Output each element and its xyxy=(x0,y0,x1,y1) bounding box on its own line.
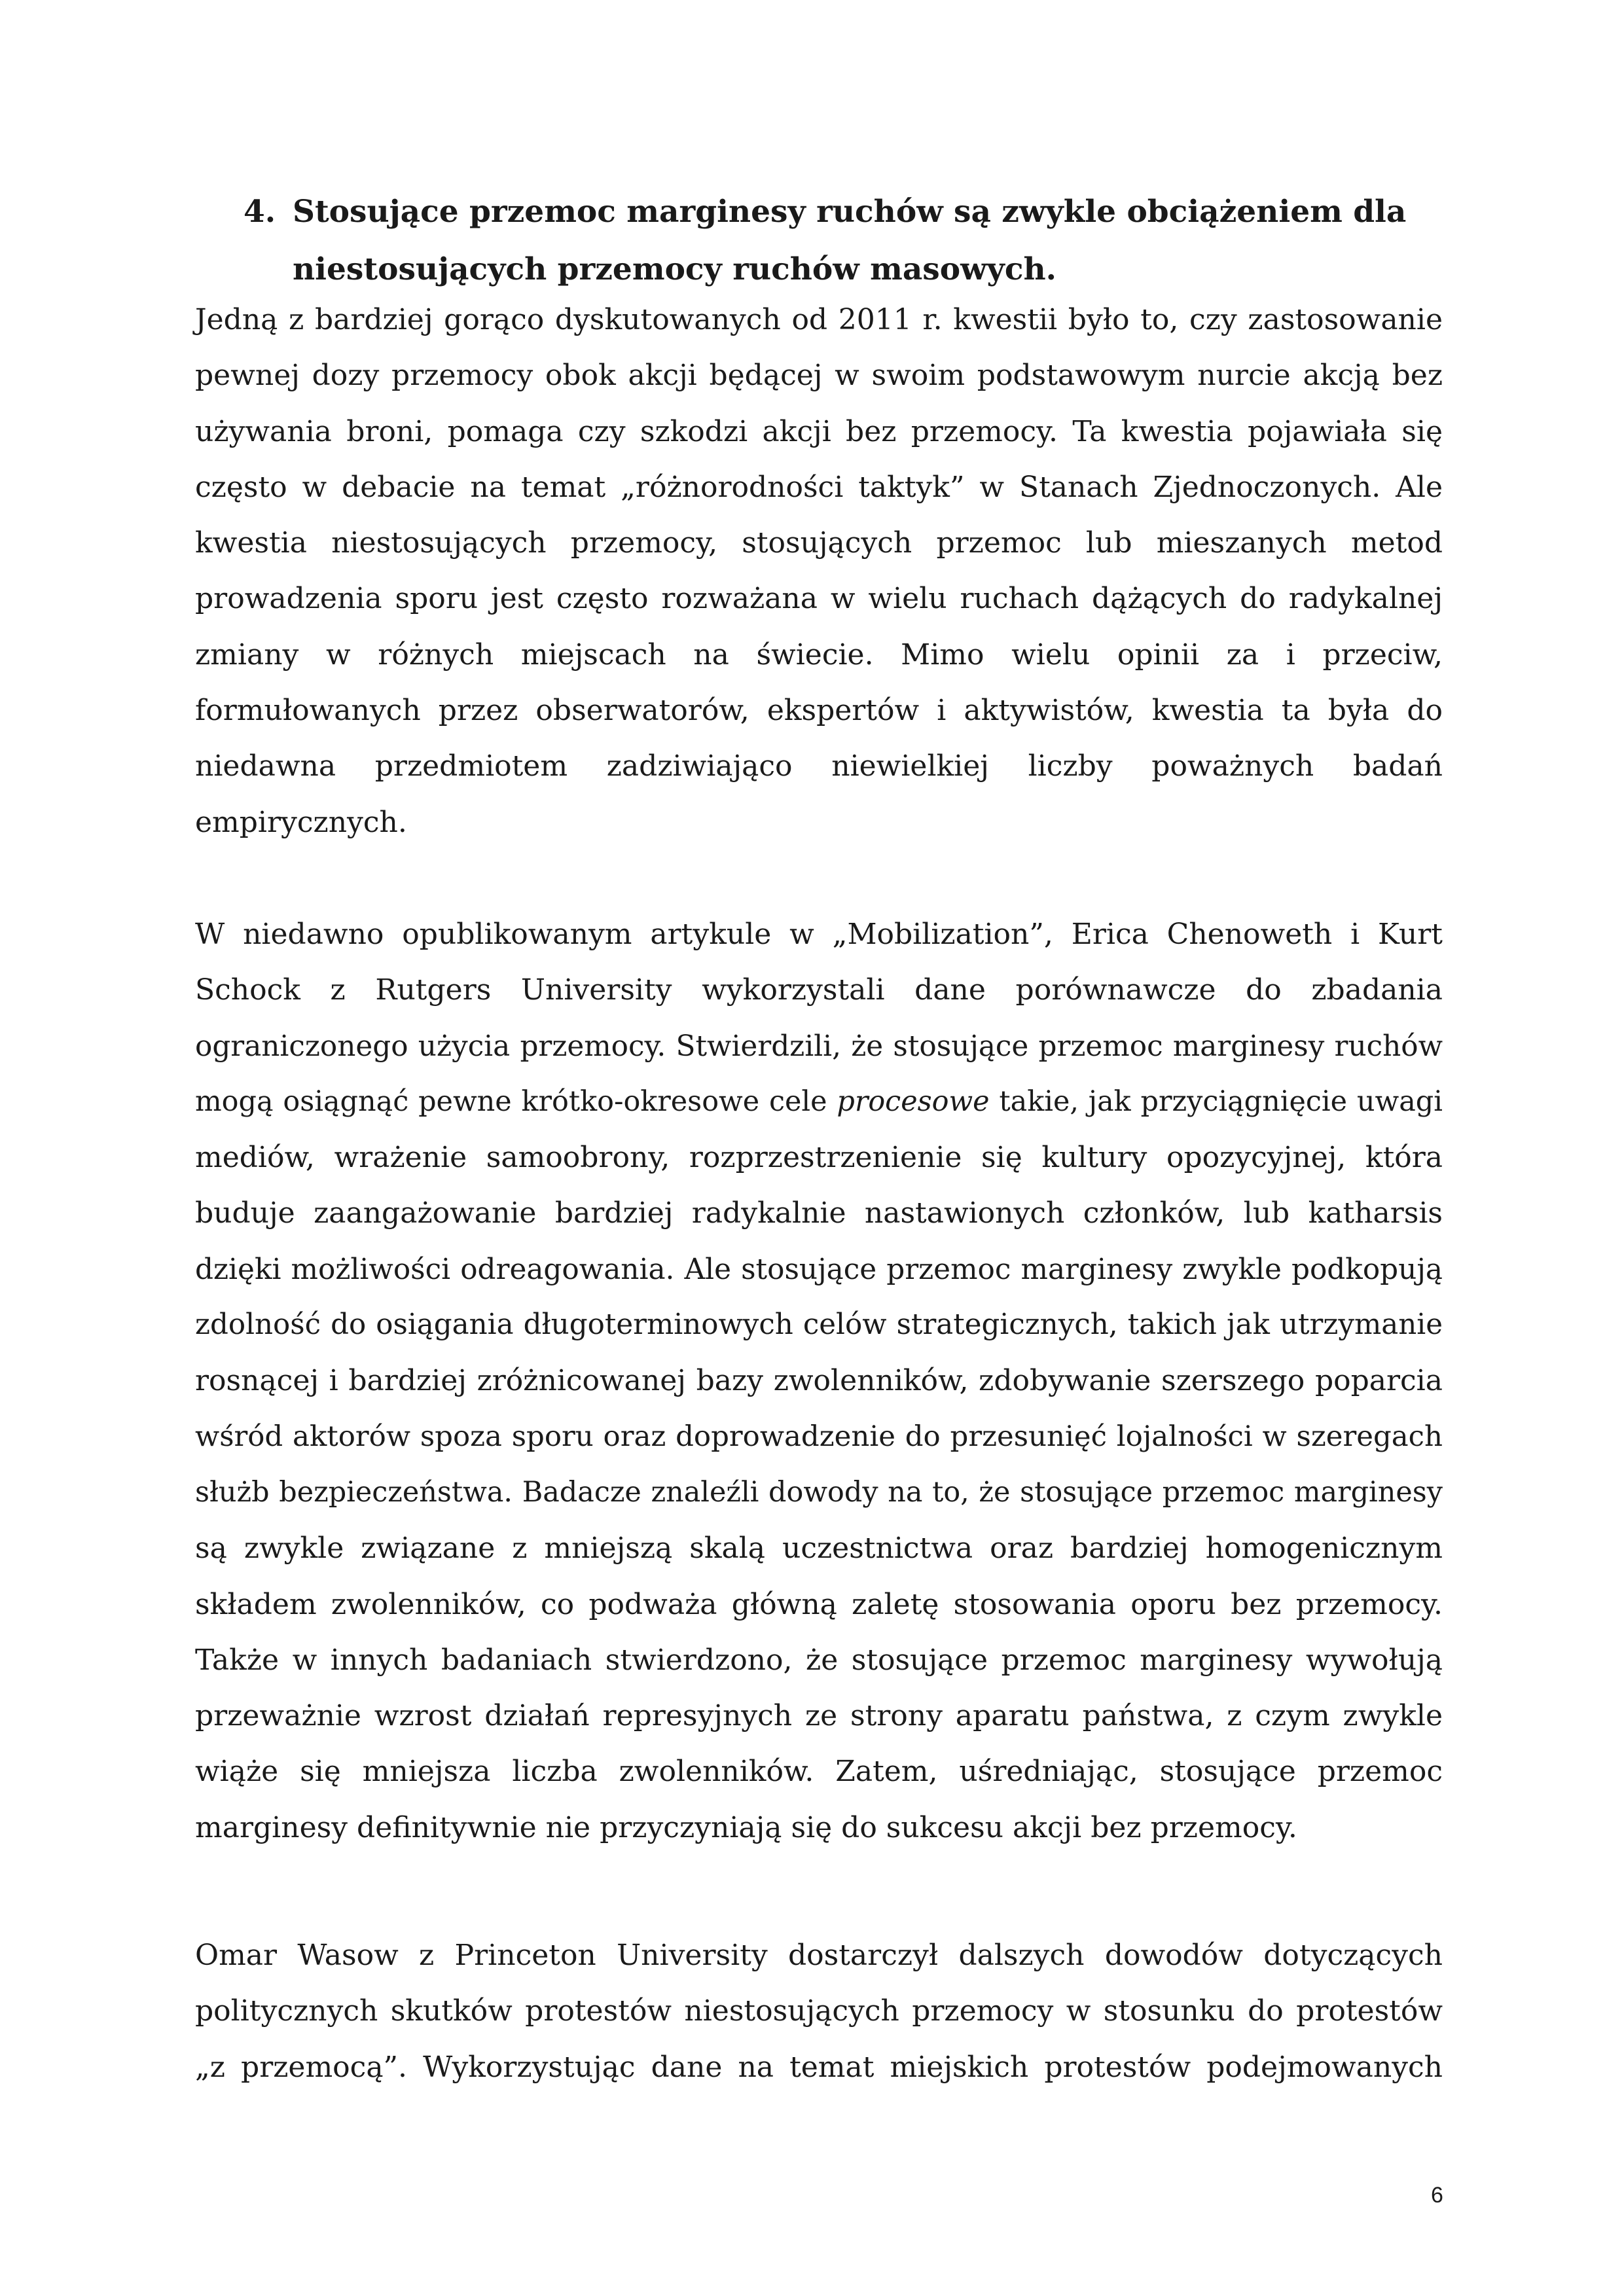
paragraph-2-line-with-italic xyxy=(195,1074,1443,1130)
paragraph-1-line: używania broni, pomaga czy szkodzi akcji bez przemocy. Ta kwestia pojawiała się xyxy=(195,414,1443,448)
paragraph-2-line: buduje zaangażowanie bardziej radykalnie nastawionych członków, lub katharsis xyxy=(195,1196,1443,1230)
paragraph-2-line: ograniczonego użycia przemocy. Stwierdzili, że stosujące przemoc marginesy ruchów xyxy=(195,1029,1443,1063)
section-number: 4. xyxy=(244,194,276,230)
paragraph-3 xyxy=(195,1928,1443,2095)
paragraph-2-line: zdolność do osiągania długoterminowych celów strategicznych, takich jak utrzymanie xyxy=(195,1308,1443,1342)
paragraph-3-line: „z przemocą”. Wykorzystując dane na temat miejskich protestów podejmowanych xyxy=(195,2050,1443,2084)
paragraph-1-line: Jedną z bardziej gorąco dyskutowanych od 2011 r. kwestii było to, czy zastosowanie xyxy=(195,303,1443,336)
paragraph-1-line: formułowanych przez obserwatorów, ekspertów i aktywistów, kwestia ta była do xyxy=(195,694,1443,728)
paragraph-2 xyxy=(195,906,1443,1856)
paragraph-2-line: wśród aktorów spoza sporu oraz doprowadzenie do przesunięć lojalności w szeregach xyxy=(195,1420,1443,1453)
paragraph-2-line: rosnącej i bardziej zróżnicowanej bazy zwolenników, zdobywanie szerszego poparcia xyxy=(195,1364,1443,1398)
paragraph-2-line: marginesy definitywnie nie przyczyniają się do sukcesu akcji bez przemocy. xyxy=(195,1810,1297,1844)
paragraph-2-line: przeważnie wzrost działań represyjnych ze strony aparatu państwa, z czym zwykle xyxy=(195,1699,1443,1733)
paragraph-1-line: prowadzenia sporu jest często rozważana w wielu ruchach dążących do radykalnej xyxy=(195,582,1443,616)
paragraph-3-line: Omar Wasow z Princeton University dostarczył dalszych dowodów dotyczących xyxy=(195,1939,1443,1972)
paragraph-1-line: niedawna przedmiotem zadziwiająco niewielkiej liczby poważnych badań xyxy=(195,749,1443,783)
paragraph-1-line: zmiany w różnych miejscach na świecie. Mimo wielu opinii za i przeciw, xyxy=(195,637,1443,672)
paragraph-1-line: pewnej dozy przemocy obok akcji będącej w swoim podstawowym nurcie akcją bez xyxy=(195,359,1443,393)
paragraph-2-line: Także w innych badaniach stwierdzono, że stosujące przemoc marginesy wywołują xyxy=(195,1643,1443,1677)
paragraph-3-line: politycznych skutków protestów niestosujących przemocy w stosunku do protestów xyxy=(195,1994,1443,2028)
paragraph-2-line: składem zwolenników, co podważa główną zaletę stosowania oporu bez przemocy. xyxy=(195,1587,1443,1621)
paragraph-2-line: służb bezpieczeństwa. Badacze znaleźli dowody na to, że stosujące przemoc marginesy xyxy=(195,1475,1443,1509)
paragraph-2-text: takie, jak przyciągnięcie uwagi xyxy=(989,1085,1443,1118)
paragraph-2-line: mediów, wrażenie samoobrony, rozprzestrzenienie się kultury opozycyjnej, która xyxy=(195,1141,1443,1175)
section-heading-line-1: Stosujące przemoc marginesy ruchów są zwykle obciążeniem dla xyxy=(293,194,1407,230)
paragraph-2-line: wiąże się mniejsza liczba zwolenników. Zatem, uśredniając, stosujące przemoc xyxy=(195,1755,1443,1789)
paragraph-2-line: są zwykle związane z mniejszą skalą uczestnictwa oraz bardziej homogenicznym xyxy=(195,1532,1443,1566)
paragraph-1-line: empirycznych. xyxy=(195,805,407,839)
section-heading-line-2: niestosujących przemocy ruchów masowych. xyxy=(293,251,1057,287)
italic-term: procesowe xyxy=(837,1085,990,1118)
paragraph-1-line: często w debacie na temat „różnorodności taktyk” w Stanach Zjednoczonych. Ale xyxy=(195,470,1443,504)
page-number: 6 xyxy=(1431,2183,1443,2208)
paragraph-2-line: W niedawno opublikowanym artykule w „Mobilization”, Erica Chenoweth i Kurt xyxy=(195,918,1443,951)
paragraph-2-line: Schock z Rutgers University wykorzystali dane porównawcze do zbadania xyxy=(195,973,1443,1007)
paragraph-2-text: mogą osiągnąć pewne krótko-okresowe cele xyxy=(195,1085,837,1118)
paragraph-2-line: dzięki możliwości odreagowania. Ale stosujące przemoc marginesy zwykle podkopują xyxy=(195,1252,1443,1286)
paragraph-1-line: kwestia niestosujących przemocy, stosujących przemoc lub mieszanych metod xyxy=(195,526,1443,560)
section-heading xyxy=(244,183,1454,298)
paragraph-1 xyxy=(195,292,1443,850)
